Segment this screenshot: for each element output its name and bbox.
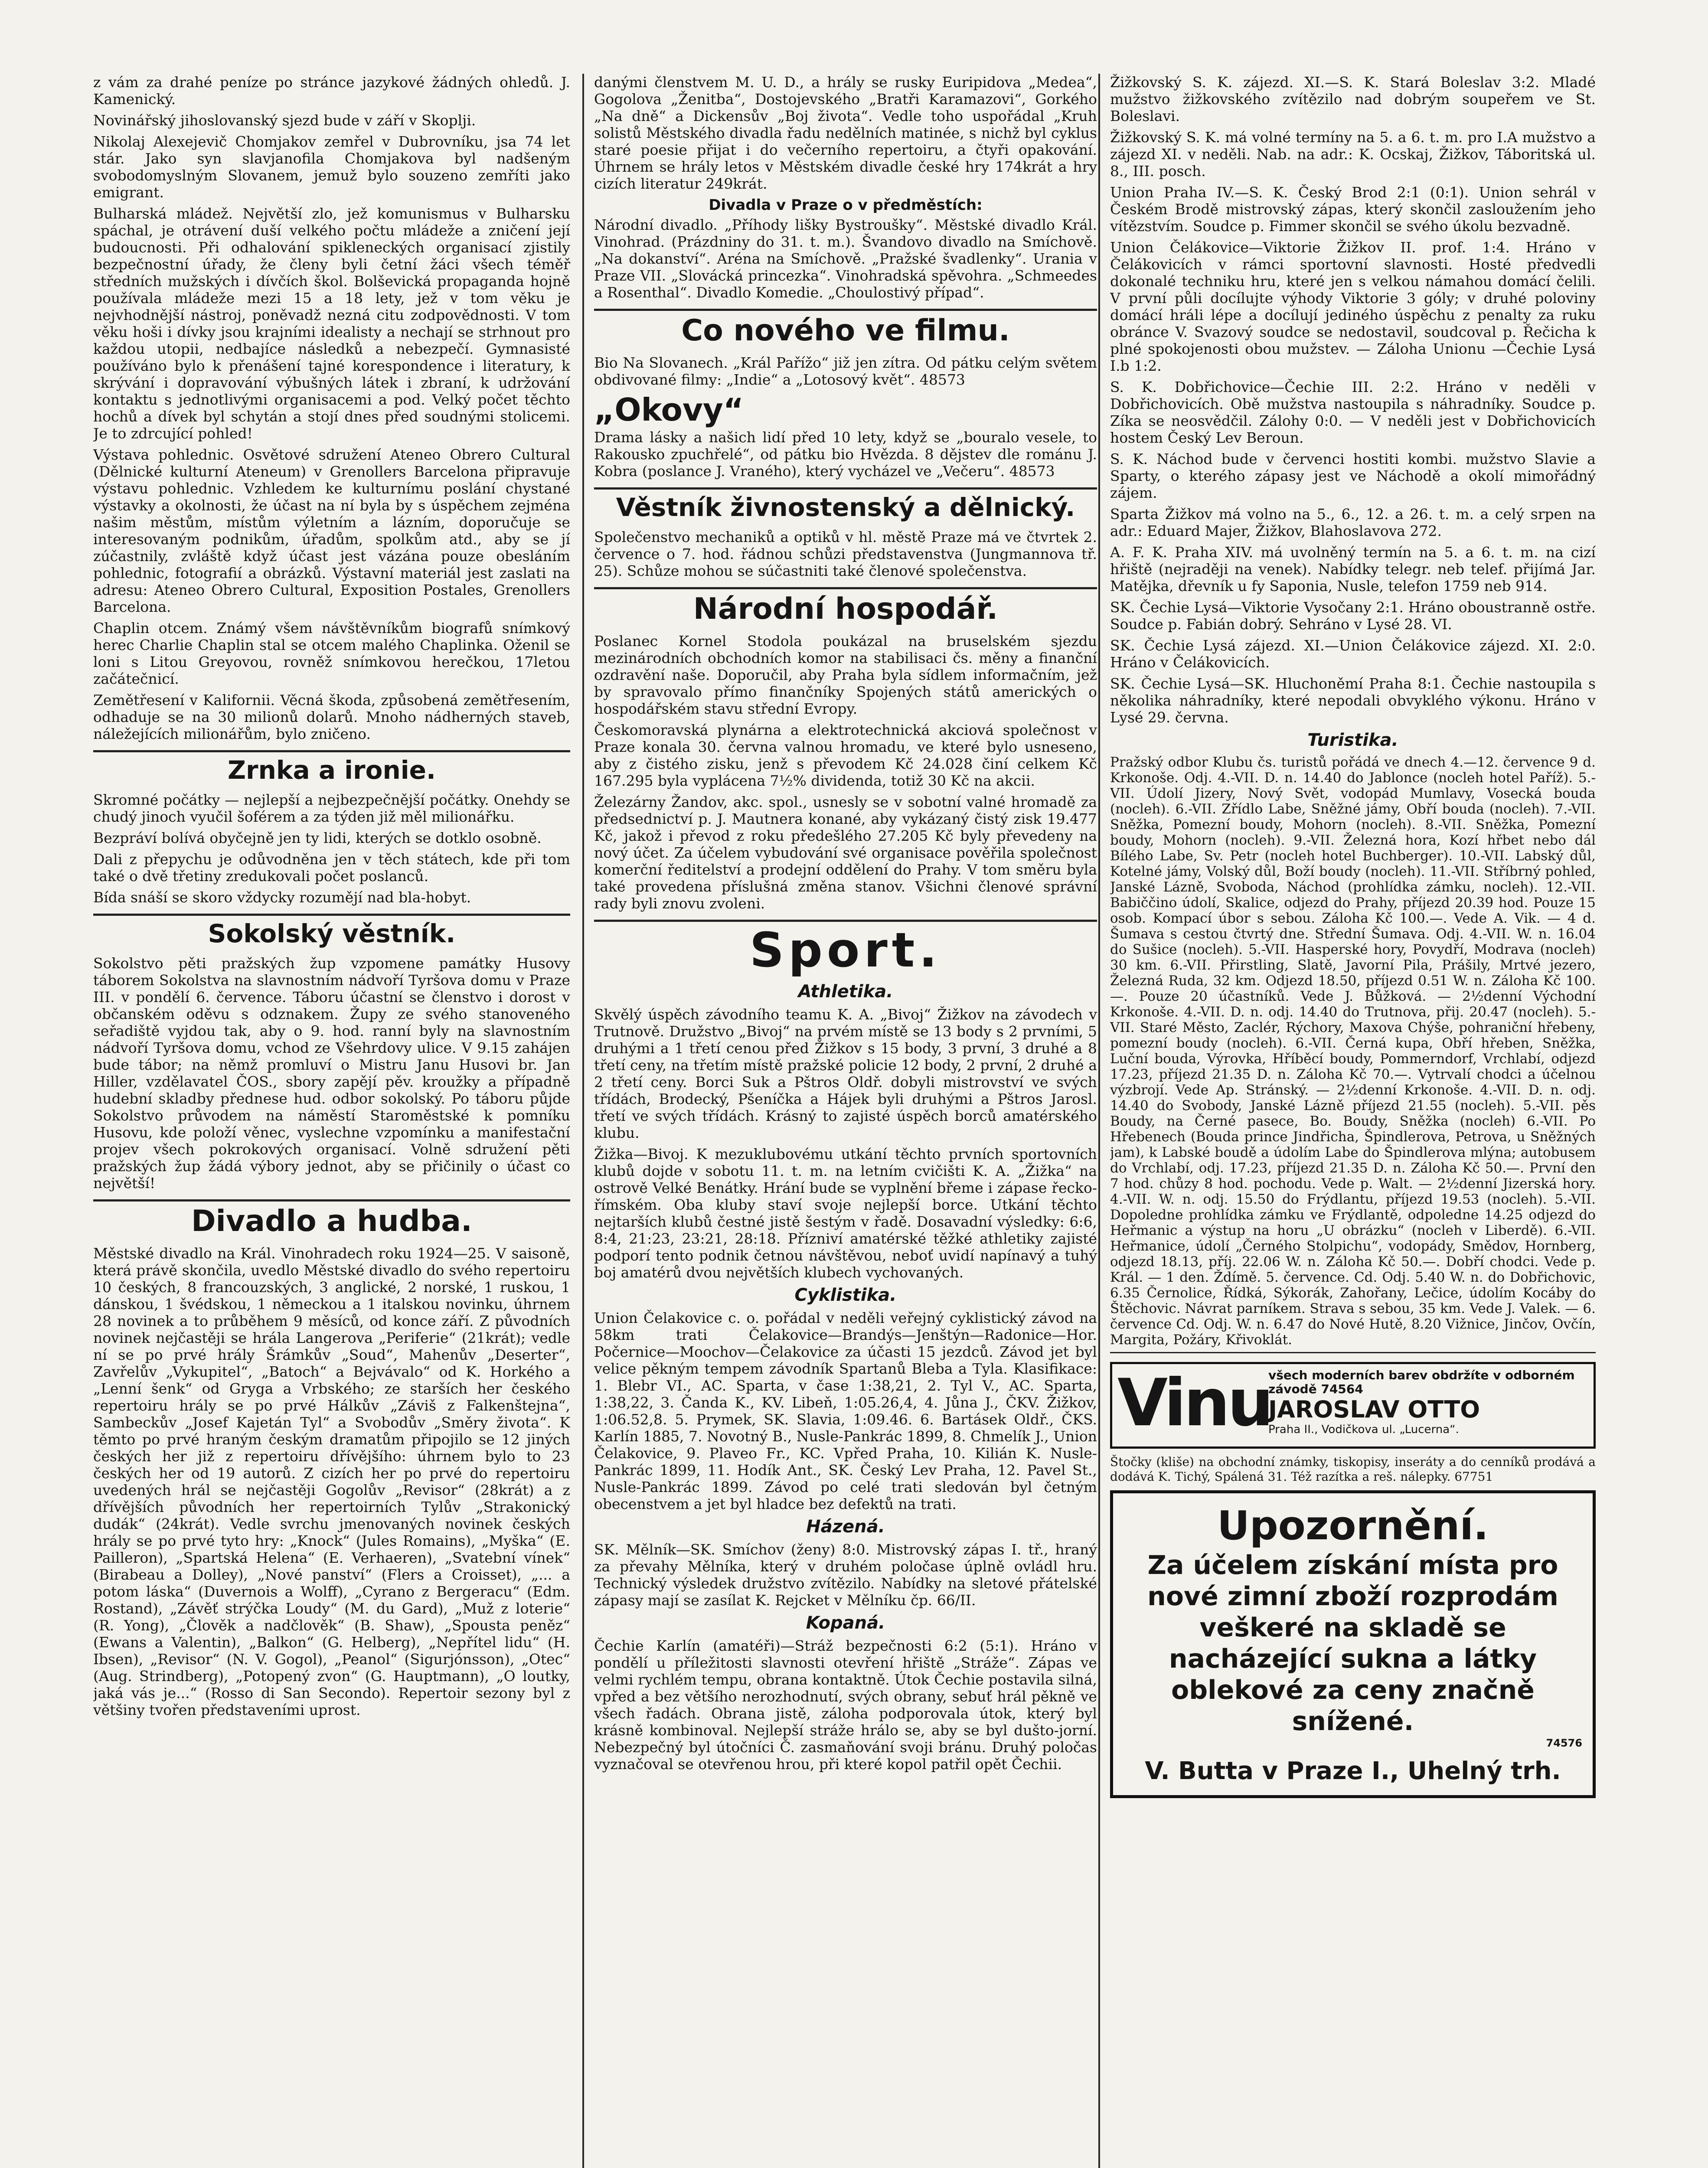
divider — [1110, 1352, 1596, 1353]
ad-vinu-address: Praha II., Vodičkova ul. „Lucerna“. — [1268, 1423, 1459, 1436]
article-sokol: Sokolstvo pěti pražských žup vzpomene památky Husovy táborem Sokolstva na slavnostním nádvoří Tyršova domu v Praze III. v pondělí 6. července. Táboru účastní se členstvo i dorost v občanském oděvu s odznakem. Župy ze svého stanoveného seřadiště vyjdou tak, aby o 9. hod. ranní byly na slavnostním nádvoří Tyršova domu, vchod ze Všehrdovy ulice. V 9.15 zahájen bude tábor; na němž promluví o Mistru Janu Husovi br. Jan Hiller, vzdělavatel ČOS., sbory zapějí pěv. kroužky a případně hudební skladby přednese hud. odbor sokolský. Po táboru půjde Sokolstvo průvodem na náměstí Staroměstské k pomníku Husovu, kde položí věnec, vyslechne vzpomínku a manifestační projev všech pokrokových organisací. Volně sdružení pěti pražských žup žádá výbory jednot, aby se přičinily o účast co největší! — [93, 955, 570, 1192]
section-heading-economy: Národní hospodář. — [594, 587, 1097, 627]
football-result: Žižkovský S. K. zájezd. XI.—S. K. Stará Boleslav 3:2. Mladé mužstvo žižkovského zvítězilo nad dobrým soupeřem ve St. Boleslavi. — [1110, 74, 1596, 124]
theatre-listing-heading: Divadla v Praze o v předměstích: — [709, 196, 983, 214]
section-heading-sokol: Sokolský věstník. — [93, 914, 570, 949]
aphorism: Bezpráví bolívá obyčejně jen ty lidi, kterých se dotklo osobně. — [93, 829, 542, 846]
subheading-tourism: Turistika. — [1307, 730, 1398, 750]
subheading-handball: Házená. — [806, 1517, 885, 1537]
section-heading-sport: Sport. — [594, 920, 1097, 976]
ad-upozorneni-code: 74576 — [1546, 1737, 1582, 1749]
football-result: SK. Čechie Lysá—SK. Hluchoněmí Praha 8:1. Čechie nastoupila s několika náhradníky, které nepodali obvyklého výkonu. Hráno v Lysé 29. června. — [1110, 675, 1596, 726]
article-bulgarian-youth: Bulharská mládež. Největší zlo, jež komunismus v Bulharsku spáchal, je otrávení duší velkého počtu mládeže a zničení její budoucnosti. Při odhalování spikleneckých organisací zjistily bezpečnostní úřady, že členy byli četní žáci všech téměř středních mužských i dívčích škol. Bolševická propaganda hojně používala mládeže mezi 15 a 18 lety, jež v tom věku je nejvhodnější nástroj, poněvadž nezná citu zodpovědnosti. V tom věku hoši i dívky jsou krajními idealisty a nechají se strhnout pro každou utopii, nedbajíce následků a nebezpečí. Gymnasisté používáno bylo k přenášení tajné korespondence i literatury, k skrývání i dopravování výbušných látek i zbraní, k udržování kontaktu s jednotlivými organisacemi a pod. Velký počet těchto hochů a dívek byl schytán a stojí dnes před soudnými stolicemi. Je to zdrcující pohled! — [93, 205, 570, 442]
article-vinohrady-theatre: Městské divadlo na Král. Vinohradech roku 1924—25. V saisoně, která právě skončila, uvedlo Městské divadlo do svého repertoiru 10 českých, 8 francouzských, 3 anglické, 2 norské, 1 ruskou, 1 dánskou, 1 švédskou, 1 německou a 1 italskou novinku, úhrnem 28 novinek a to průběhem 9 měsíců, od konce září. Z původních novinek nejčastěji se hrála Langerova „Periferie“ (21krát); vedle ní se po prvé hrály Šrámkův „Soud“, Mahenův „Deserter“, Zavřelův „Vykupitel“, „Batoch“ a Bejvávalo“ od K. Horkého a „Lenní šenk“ od Gryga a Vrbského; ze starších her českého repertoiru hrály se po prvé Hálkův „Záviš z Falkenštejna“, Sambeckův „Josef Kajetán Tyl“ a Svobodův „Směry života“. K těmto po prvé hraným českým dramatům připojilo se 12 jiných českých her již z repertoiru dřívějšího: úhrnem bylo to 23 českých her od 19 autorů. Z cizích her po prvé do repertoiru uvedených hrál se nejčastěji Gogolův „Revisor“ (28krát) a z dřívějších původních her repertoirních Tylův „Strakonický dudák“ (24krát). Vedle svrchu jmenovaných novinek českých hrály se po prvé tyto hry: „Knock“ (Jules Romains), „Myška“ (E. Pailleron), „Spartská Helena“ (E. Verhaeren), „Svatební vínek“ (Birabeau a Dolley), „Nové panství“ (Flers a Croisset), „... a potom láska“ (Duvernois a Wolff), „Cyrano z Bergeracu“ (Edm. Rostand), „Závěť strýčka Loudy“ (M. du Gard), „Muž z loterie“ (R. Yong), „Člověk a nadčlověk“ (B. Shaw), „Spousta peněz“ (Ewans a Valentin), „Balkon“ (G. Helberg), „Nepřítel lidu“ (H. Ibsen), „Revisor“ (N. V. Gogol), „Peanol“ (Sigurjónsson), „Otec“ (Aug. Strindberg), „Potopený zvon“ (G. Hauptmann), „O loutky, jaká vás je...“ (Rosso di San Secondo). Repertoir sezony byl z většiny tvořen představeními uprost. — [93, 1245, 570, 1718]
ad-vinu-line1: všech moderních barev — [1268, 1368, 1428, 1382]
article-journalist-congress: Novinářský jihoslovanský sjezd bude v září v Skoplji. — [93, 112, 476, 129]
football-result: Union Čelákovice—Viktorie Žižkov II. prof. 1:4. Hráno v Čelákovicích v rámci sportovní slavnosti. Hosté předvedli dokonalé techniku hru, které jen s velkou námahou domácí čelili. V první půli docílujte výhody Viktorie 3 góly; v druhé poloviny domácí hráli lépe a docílují jediného úspěchu z penalty za ruku obránce V. Svazový soudce se nedostavil, soudcoval p. Řečicha k plné spokojenosti obou mužstev. — Záloha Unionu —Čechie Lysá I.b 1:2. — [1110, 239, 1596, 374]
section-heading-trade: Věstník živnostenský a dělnický. — [594, 487, 1097, 522]
article-bivoj: Skvělý úspěch závodního teamu K. A. „Bivoj“ Žižkov na závodech v Trutnově. Družstvo „Bivoj“ na prvém místě se 13 body s 2 prvními, 5 druhými a 1 třetí cenou před Žižkov s 15 body, 3 první, 3 druhé a 8 třetí ceny, na třetím místě pražské policie 12 body, 2 první, 2 druhé a 2 třetí ceny. Borci Suk a Pštros Oldř. dobyli mistrovství ve svých třídách, Brodecký, Pšeníčka a Hájek byli druhými a Pštros Jarosl. třetí ve svých třídách. Krásný to zajisté úspěch borců amatérského klubu. — [594, 1006, 1097, 1141]
ad-stocky: Štočky (kliše) na obchodní známky, tiskopisy, inseráty a do cenníků prodává a dodává K. Tichý, Spálená 31. Též razítka a reš. nálepky. 67751 — [1110, 1455, 1596, 1484]
column-divider — [1098, 74, 1100, 2168]
ad-vinu-otto — [1110, 1362, 1596, 1449]
subheading-cycling: Cyklistika. — [794, 1285, 897, 1305]
article-football: Čechie Karlín (amatéři)—Stráž bezpečnosti 6:2 (5:1). Hráno v pondělí u příležitosti slavnosti otevření hřiště „Stráže“. Zápas ve velmi rychlém tempu, obrana kontaktně. Útok Čechie postavila silná, vpřed a bez většího nerozhodnutí, svých obrany, sebuť hrál pěkně ve všech řadách. Obrana jistě, záloha podporovala útok, který byl krásně kombinoval. Nejlepší stráže hrálo se, aby se byl dušto-jorní. Nebezpečný byl útočníci Č. zasmaňování svoji bránu. Druhý poločas vyznačoval se otevřenou hrou, při které kopol patřil opět Čechii. — [594, 1637, 1097, 1773]
article-chomjakov: Nikolaj Alexejevič Chomjakov zemřel v Dubrovníku, jsa 74 let stár. Jako syn slavjanofila Chomjakova byl nadšeným svobodomyslným Slovanem, jemuž bylo souzeno zemříti jako emigrant. — [93, 133, 570, 201]
column-middle — [594, 74, 1097, 2168]
football-result: Sparta Žižkov má volno na 5., 6., 12. a 26. t. m. a celý srpen na adr.: Eduard Majer, Žižkov, Blahoslavova 272. — [1110, 506, 1596, 539]
football-result: SK. Čechie Lysá zájezd. XI.—Union Čelákovice zájezd. XI. 2:0. Hráno v Čelákovicích. — [1110, 637, 1596, 671]
football-result: Žižkovský S. K. má volné termíny na 5. a 6. t. m. pro I.A mužstvo a zájezd XI. v neděli. Nab. na adr.: K. Ocskaj, Žižkov, Táboritská ul. 8., III. posch. — [1110, 129, 1596, 180]
article-continuation: z vám za drahé peníze po stránce jazykové žádných ohledů. J. Kamenický. — [93, 74, 570, 108]
ad-upozorneni-footer: V. Butta v Praze I., Uhelný trh. — [1145, 1757, 1561, 1785]
football-result: SK. Čechie Lysá—Viktorie Vysočany 2:1. Hráno oboustranně ostře. Soudce p. Fabián dobrý. Sehráno v Lysé 28. VI. — [1110, 599, 1596, 633]
article-zandov: Železárny Žandov, akc. spol., usnesly se v sobotní valné hromadě za předsednictví p. J. Mautnera konané, aby vykázaný čistý zisk 19.477 Kč, jakož i převod z roku předešlého 27.205 Kč byly převedeny na nový účet. Za účelem vybudování své organisace pověřila společnost komerční ředitelství a prodejní oddělení do Prahy. V tom směru byla také provedena příslušná změna stanov. Všichni členové správní rady byli znovu zvoleni. — [594, 793, 1097, 912]
ad-vinu-line1b: obdržíte v odborném závodě 74564 — [1268, 1368, 1575, 1396]
film-ad-okovy: Drama lásky a našich lidí před 10 lety, když se „bouralo vesele, to Rakousko zpuchřelé“, od pátku bio Hvězda. 8 dějstev dle románu J. Kobra (poslance J. Vraného), který vycházel ve „Večeru“. 48573 — [594, 429, 1097, 480]
ad-vinu-details — [1268, 1368, 1589, 1436]
section-heading-film: Co nového ve filmu. — [594, 309, 1097, 348]
article-chaplin: Chaplin otcem. Známý všem návštěvníkům biografů snímkový herec Charlie Chaplin stal se otcem malého Chaplinka. Oženil se loni s Litou Greyovou, rovněž snímkovou herečkou, 17letou začátečnicí. — [93, 620, 570, 687]
ad-upozorneni-title: Upozornění. — [1217, 1502, 1489, 1549]
football-result: S. K. Náchod bude v červenci hostiti kombi. mužstvo Slavie a Sparty, o kterého zápasy jest ve Náchodě a okolí mimořádný zájem. — [1110, 451, 1596, 501]
article-gasworks: Českomoravská plynárna a elektrotechnická akciová společnost v Praze konala 30. června valnou hromadu, ve které bylo usneseno, aby z čistého zisku, jenž s převodem Kč 24.028 činí celkem Kč 167.295 byla vyplácena 7½% dividenda, totiž 30 Kč na akcii. — [594, 722, 1097, 789]
article-handball: SK. Mělník—SK. Smíchov (ženy) 8:0. Mistrovský zápas I. tř., hraný za převahy Mělníka, který v druhém poločase úplně ovládl hru. Technický výsledek družstvo zvítězilo. Nabídky na sletové přátelské zápasy mají se zasílat K. Rejcket v Mělníku čp. 66/II. — [594, 1541, 1097, 1609]
article-cycling-race: Union Čelakovice c. o. pořádal v neděli veřejný cyklistický závod na 58km trati Čelakovice—Brandýs—Jenštýn—Radonice—Hor. Počernice—Moochov—Čelakovice za účasti 15 jezdců. Závod jet byl velice pěkným tempem závodník Spartanů Bleba a Tyla. Klasifikace: 1. Blebr VI., AC. Sparta, v čase 1:38,21, 2. Tyl V., AC. Sparta, 1:38,22, 3. Čanda K., KV. Libeň, 1:05.26,4, 4. Jůna J., ČKV. Žižkov, 1:06.52,8. 5. Prymek, SK. Slavia, 1:09.46. 6. Bartásek Oldř., ČKS. Karlín 1885, 7. Novotný B., Nusle-Pankrác 1899, 8. Chmelík J., Union Čelakovice, 9. Plaveo Fr., KC. Vpřed Praha, 10. Kilián K. Nusle-Pankrác 1899, 11. Hodík Ant., SK. Český Lev Praha, 12. Pavel St., Nusle-Pankrác 1899. Závod po celé trati sledován byl četným obecenstvem a jet byl hladce bez defektů na trati. — [594, 1309, 1097, 1512]
ad-vinu-logo: Vinu — [1117, 1365, 1271, 1441]
column-right — [1110, 74, 1596, 2168]
column-left — [93, 74, 570, 2168]
section-heading-theatre: Divadlo a hudba. — [93, 1199, 570, 1239]
aphorism: Bída snáší se skoro vždycky rozumějí nad bla-hobyt. — [93, 889, 471, 906]
film-ad-slovany: Bio Na Slovanech. „Král Pařížo“ již jen zítra. Od pátku celým světem obdivované filmy: „Indie“ a „Lotosový květ“. 48573 — [594, 354, 1097, 388]
aphorism: Skromné počátky — nejlepší a nejbezpečnější počátky. Onehdy se chudý jinoch vyučil šoférem a za týden již měl milionářku. — [93, 791, 570, 825]
theatre-listing: Národní divadlo. „Příhody lišky Bystroušky“. Městské divadlo Král. Vinohrad. (Prázdniny do 31. t. m.). Švandovo divadlo na Smíchově. „Na dokanství“. Aréna na Smíchově. „Pražské švadlenky“. Urania v Praze VII. „Slovácká princezka“. Vinohradská spěvohra. „Schmeedes a Rosenthal“. Divadlo Komedie. „Choulostivý případ“. — [594, 216, 1097, 301]
subheading-athletics: Athletika. — [798, 982, 893, 1002]
section-heading-zrnka: Zrnka a ironie. — [93, 750, 570, 785]
column-divider — [582, 74, 584, 2168]
ad-vinu-name: JAROSLAV OTTO — [1268, 1396, 1480, 1423]
article-theatre-continuation: danými členstvem M. U. D., a hrály se rusky Euripidova „Medea“, Gogolova „Ženitba“, Dostojevského „Bratři Karamazovi“, Gorkého „Na dně“ a Dickensův „Boj života“. Vedle toho uspořádal „Kruh solistů Městského divadla řadu nedělních matinée, s nichž byl cyklus staré poesie přijat i do večerního repertoiru, a čtyři opakování. Úhrnem se hrály letos v Městském divadle české hry 174krát a hry cizích literatur 249krát. — [594, 74, 1097, 192]
article-stodola: Poslanec Kornel Stodola poukázal na bruselském sjezdu mezinárodních obchodních komor na stabilisaci čs. měny a finanční ozdravění naše. Doporučil, aby Praha byla sídlem informačním, jež by spravovalo přímo finančníky Spojených států amerických o hospodářském stavu střední Evropy. — [594, 633, 1097, 717]
article-mechanics-guild: Společenstvo mechaniků a optiků v hl. městě Praze má ve čtvrtek 2. července o 7. hod. řádnou schůzi představenstva (Jungmannova tř. 25). Schůze mohou se súčastniti také členové společenstva. — [594, 529, 1097, 579]
ad-upozorneni — [1110, 1490, 1596, 1798]
football-result: S. K. Dobřichovice—Čechie III. 2:2. Hráno v neděli v Dobřichovicích. Obě mužstva nastoupila s náhradníky. Soudce p. Zíka se neosvědčil. Zálohy 0:0. — V neděli jest v Dobřichovicích hostem Český Lev Beroun. — [1110, 379, 1596, 446]
football-result: A. F. K. Praha XIV. má uvolněný termín na 5. a 6. t. m. na cizí hřiště (nejraději na venek). Nabídky telegr. neb telef. přijímá Jar. Matějka, dřevník u fy Saponia, Nusle, telefon 1759 neb 914. — [1110, 544, 1596, 594]
article-postcard-exhibition: Výstava pohlednic. Osvětové sdružení Ateneo Obrero Cultural (Dělnické kulturní Ateneum) v Grenollers Barcelona připravuje výstavu pohlednic. Vzhledem ke kulturnímu poslání chystané výstavky a okolnosti, že účast na ní byla by s úspěchem zejména našim městům, místům výletním a lázním, doporučuje se interesovaným podnikům, úřadům, spolkům atd., aby se jí zúčastnily, zvláště když účast jest vázána pouze obesláním pohlednic, fotografií a obrázků. Výstavní materiál jest zaslati na adresu: Ateneo Obrero Cultural, Exposition Postales, Grenollers Barcelona. — [93, 446, 570, 615]
film-title-okovy: „Okovy“ — [594, 392, 744, 428]
article-tourism: Pražský odbor Klubu čs. turistů pořádá ve dnech 4.—12. července 9 d. Krkonoše. Odj. 4.-VII. D. n. 14.40 do Jablonce (nocleh hotel Paříž). 5.-VII. Údolí Jizery, Nový Svět, vodopád Mumlavy, Vosecká bouda (nocleh). 6.-VII. Zřídlo Labe, Sněžné jámy, Obří bouda (nocleh). 7.-VII. Sněžka, Pomezní boudy, Mohorn (nocleh). 8.-VII. Sněžka, Pomezní boudy, Mohorn (nocleh). 9.-VII. Železná hora, Kozí hřbet nebo dál Bílého Labe, Sv. Petr (nocleh hotel Buchberger). 10.-VII. Labský důl, Kotelné jámy, Volský důl, Boží boudy (nocleh). 11.-VII. Stříbrný pohled, Janské Lázně, Svoboda, Náchod (prohlídka zámku, nocleh). 12.-VII. Babiččino údolí, Skalice, odjezd do Prahy, příjezd 20.39 hod. Pouze 15 osob. Kompací úbor s sebou. Záloha Kč 100.—. Vede A. Vik. — 4 d. Šumava s cestou čtvrtý dne. Střední Šumava. Odj. 4.-VII. W. n. 16.04 do Sušice (nocleh). 5.-VII. Hasperské hory, Povydří, Modrava (nocleh) 30 km. 6.-VII. Přirstling, Slatě, Javorní Pila, Prášily, Mrtvé jezero, Železná Ruda, 32 km. Odjezd 18.50, příjezd 0.51 W. n. Záloha Kč 100.—. Pouze 20 účastníků. Vede J. Bůžková. — 2½denní Východní Krkonoše. 4.-VII. D. n. odj. 14.40 do Trutnova, přij. 20.47 (nocleh). 5.-VII. Staré Město, Zaclér, Rýchory, Maxova Chýše, pohraniční hřebeny, pomezní boudy (nocleh). 6.-VII. Černá kupa, Obří hřeben, Sněžka, Luční bouda, Výrovka, Hříběcí boudy, Pommerndorf, Vrchlabí, odjezd 17.23, příjezd 21.35 D. n. Záloha Kč 70.—. Vytrvalí chodci a účelnou výzbrojí. Vede Ap. Stránský. — 2½denní Krkonoše. 4.-VII. D. n. odj. 14.40 do Svobody, Janské Lázně příjezd 21.55 (nocleh). 5.-VII. pěs Boudy, na Černé pasece, Bo. Boudy, Sněžka (nocleh) 6.-VII. Po Hřebenech (Bouda prince Jindřicha, Špindlerova, Petrova, u Sněžných jam), k Labské boudě a údolím Labe do Špindlerova mlýna; autobusem do Vrchlabí, odj. 17.23, příjezd 21.35 D. n. Záloha Kč 50.—. První den 7 hod. chůzy 8 hod. pochodu. Vede p. Walt. — 2½denní Jizerská hory. 4.-VII. W. n. odj. 15.50 do Frýdlantu, příjezd 19.53 (nocleh). 5.-VII. Dopoledne prohlídka zámku ve Frýdlantě, odpoledne 14.25 odjezd do Heřmanic a výstup na horu „U obrázku“ (nocleh v Liberdě). 6.-VII. Heřmanice, údolí „Černého Stolpichu“, vodopády, Smědov, Hornberg, odjezd 18.13, příj. 22.06 W. n. Záloha Kč 50.—. Dobří chodci. Vede p. Král. — 1 den. Ždímě. 5. července. Cd. Odj. 5.40 W. n. do Dobřichovic, 6.35 Černolice, Řídká, Sýkorák, Zahořany, Lečice, údolím Kocáby do Štěchovic. Návrat parníkem. Strava s sebou, 35 km. Vede J. Valek. — 6. července Cd. Odj. W. n. 6.47 do Nové Hutě, 8.20 Vižnice, Jinčov, Ovčín, Margita, Požáry, Křivoklát. — [1110, 754, 1596, 1348]
article-california-quake: Zemětřesení v Kalifornii. Věcná škoda, způsobená zemětřesením, odhaduje se na 30 milionů dolarů. Mnoho nádherných staveb, náležejících milionářům, bylo zničeno. — [93, 692, 570, 742]
aphorism: Dali z přepychu je odůvodněna jen v těch státech, kde při tom také o dvě třetiny zredukovali počet poslanců. — [93, 851, 570, 885]
article-zizka-bivoj: Žižka—Bivoj. K mezuklubovému utkání těchto prvních sportovních klubů dojde v sobotu 11. t. m. na letním cvičišti K. A. „Žižka“ na ostrově Velké Benátky. Hrání bude se vyplnění břeme i zápase řecko-římském. Oba kluby staví svoje nejlepší borce. Utkání těchto nejtarších klubů čestné jistě šestým v řadě. Dosavadní výsledky: 6:6, 8:4, 21:23, 23:21, 28:18. Přízniví amatérské těžké athletiky zajisté podporí tento podnik četnou návštěvou, neboť uvidí napínavý a tuhý boj amatérů dvou největších klubech vychovaných. — [594, 1146, 1097, 1281]
football-result: Union Praha IV.—S. K. Český Brod 2:1 (0:1). Union sehrál v Českém Brodě mistrovský zápas, který skončil zasloužením jeho vítězstvím. Soudce p. Fimmer skončil se svého úkolu bezvadně. — [1110, 184, 1596, 235]
ad-upozorneni-body: Za účelem získání místa pro nové zimní zboží rozprodám veškeré na skladě se nacházející sukna a látky oblekové za ceny značně snížené. — [1147, 1550, 1558, 1737]
subheading-football: Kopaná. — [806, 1613, 885, 1633]
